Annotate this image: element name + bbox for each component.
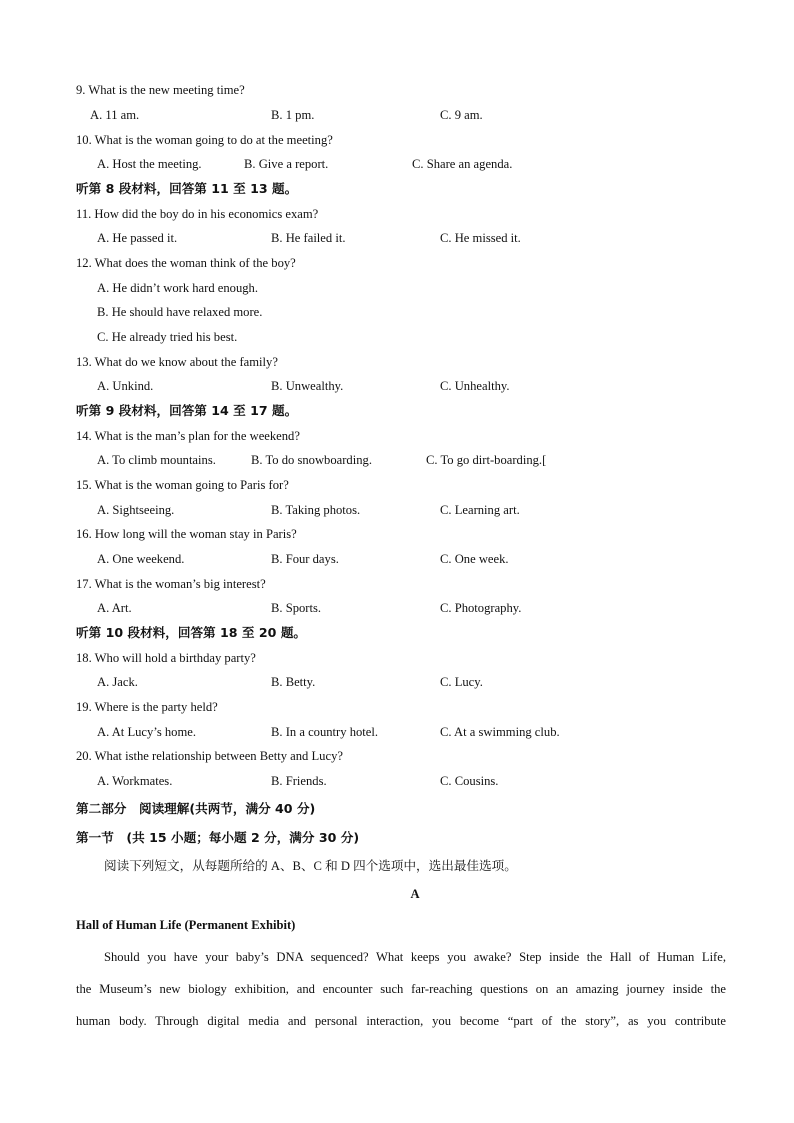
q13-option-a: A. Unkind. [97,379,154,393]
q20-option-a: A. Workmates. [97,774,173,788]
q12-option-c: C. He already tried his best. [97,330,238,344]
q13-option-c: C. Unhealthy. [440,379,510,393]
question-10: 10. What is the woman going to do at the meeting? [76,133,333,147]
question-20: 20. What isthe relationship between Betty and Lucy? [76,749,343,763]
question-18: 18. Who will hold a birthday party? [76,651,256,665]
question-14: 14. What is the man’s plan for the weekend? [76,429,300,443]
q10-option-c: C. Share an agenda. [412,157,513,171]
q10-option-b: B. Give a report. [244,157,329,171]
question-15: 15. What is the woman going to Paris for? [76,478,289,492]
q17-option-b: B. Sports. [271,601,322,615]
question-11: 11. How did the boy do in his economics exam? [76,207,319,221]
q12-option-a: A. He didn’t work hard enough. [97,281,259,295]
section-10-heading: 听第 10 段材料，回答第 18 至 20 题。 [76,625,307,640]
q19-option-c: C. At a swimming club. [440,725,560,739]
q16-option-b: B. Four days. [271,552,339,566]
section-8-heading: 听第 8 段材料，回答第 11 至 13 题。 [76,181,298,196]
passage-line-2: the Museum’s new biology exhibition, and encounter such far-reaching questions on an amazing journey inside the [76,982,726,996]
q19-option-b: B. In a country hotel. [271,725,379,739]
q17-option-a: A. Art. [97,601,132,615]
question-17: 17. What is the woman’s big interest? [76,577,266,591]
q18-option-c: C. Lucy. [440,675,483,689]
q11-option-b: B. He failed it. [271,231,346,245]
q15-option-a: A. Sightseeing. [97,503,175,517]
q10-option-a: A. Host the meeting. [97,157,202,171]
q12-option-b: B. He should have relaxed more. [97,305,263,319]
question-16: 16. How long will the woman stay in Paris? [76,527,297,541]
q9-option-b: B. 1 pm. [271,108,315,122]
q18-option-b: B. Betty. [271,675,316,689]
q15-option-c: C. Learning art. [440,503,520,517]
section-1-heading: 第一节 (共 15 小题；每小题 2 分，满分 30 分) [76,830,360,845]
q17-option-c: C. Photography. [440,601,522,615]
section-9-heading: 听第 9 段材料，回答第 14 至 17 题。 [76,403,298,418]
q18-option-a: A. Jack. [97,675,138,689]
q11-option-c: C. He missed it. [440,231,521,245]
q13-option-b: B. Unwealthy. [271,379,344,393]
q20-option-b: B. Friends. [271,774,327,788]
question-12: 12. What does the woman think of the boy? [76,256,296,270]
q20-option-c: C. Cousins. [440,774,499,788]
q11-option-a: A. He passed it. [97,231,178,245]
q9-option-c: C. 9 am. [440,108,483,122]
q15-option-b: B. Taking photos. [271,503,361,517]
q16-option-a: A. One weekend. [97,552,185,566]
q19-option-a: A. At Lucy’s home. [97,725,196,739]
question-19: 19. Where is the party held? [76,700,218,714]
question-13: 13. What do we know about the family? [76,355,278,369]
passage-letter: A [410,887,420,901]
passage-title: Hall of Human Life (Permanent Exhibit) [76,918,296,932]
q14-option-a: A. To climb mountains. [97,453,216,467]
question-9: 9. What is the new meeting time? [76,83,245,97]
passage-line-3: human body. Through digital media and personal interaction, you become “part of the story”, as you contribute [76,1014,726,1028]
q14-option-b: B. To do snowboarding. [251,453,372,467]
q16-option-c: C. One week. [440,552,509,566]
part-2-heading: 第二部分 阅读理解(共两节，满分 40 分) [76,801,316,816]
reading-instructions: 阅读下列短文，从每题所给的 A、B、C 和 D 四个选项中，选出最佳选项。 [104,859,517,873]
passage-line-1: Should you have your baby’s DNA sequenced? What keeps you awake? Step inside the Hall of Human Life, [104,950,726,964]
q14-option-c: C. To go dirt-boarding.[ [426,453,547,467]
q9-option-a: A. 11 am. [90,108,140,122]
